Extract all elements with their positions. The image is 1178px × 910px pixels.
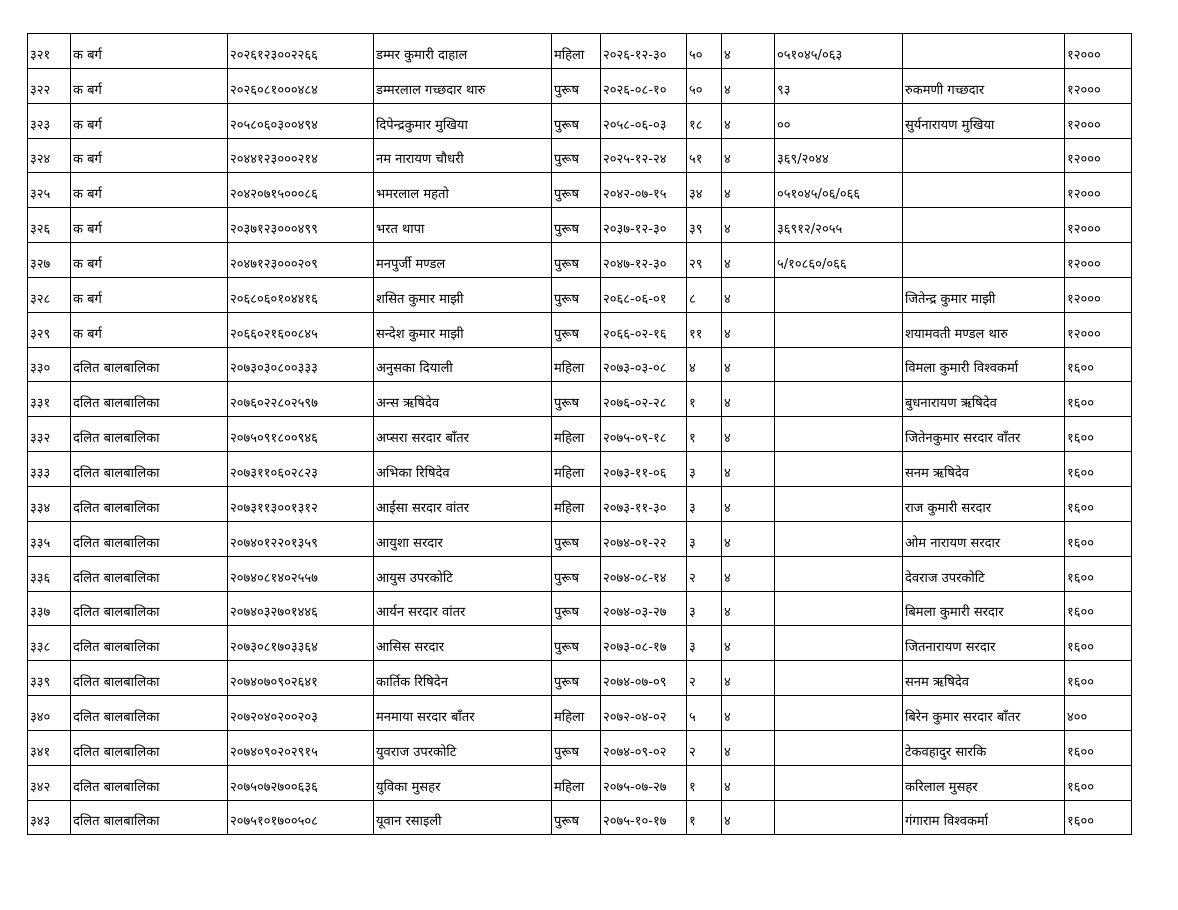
age-cell: ४ <box>687 347 722 382</box>
gender-cell: पुरूष <box>552 591 601 626</box>
serial-number-cell: ३४२ <box>28 765 71 800</box>
certificate-number-cell: ५/१०८६०/०६६ <box>775 243 903 278</box>
record-id-cell: २०७५०९१८००९४६ <box>228 417 374 452</box>
age-cell: ३ <box>687 452 722 487</box>
serial-number-cell: ३३७ <box>28 591 71 626</box>
ward-cell: ४ <box>722 138 775 173</box>
table-row <box>28 417 1132 452</box>
gender-cell: महिला <box>552 34 601 69</box>
guardian-name-cell: टेकवहादुर सारकि <box>903 730 1065 765</box>
ward-cell: ४ <box>722 103 775 138</box>
amount-cell: १६०० <box>1065 556 1132 591</box>
record-id-cell: २०७२०४०२००२०३ <box>228 696 374 731</box>
gender-cell: पुरूष <box>552 173 601 208</box>
record-id-cell: २०७४०९०२०२९१५ <box>228 730 374 765</box>
age-cell: ३ <box>687 591 722 626</box>
category-cell: दलित बालबालिका <box>71 591 228 626</box>
category-cell: दलित बालबालिका <box>71 556 228 591</box>
date-cell: २०७३-०३-०८ <box>601 347 687 382</box>
guardian-name-cell <box>903 173 1065 208</box>
ward-cell: ४ <box>722 765 775 800</box>
date-cell: २०२६-१२-३० <box>601 34 687 69</box>
amount-cell: १६०० <box>1065 591 1132 626</box>
age-cell: ३४ <box>687 173 722 208</box>
certificate-number-cell <box>775 347 903 382</box>
register-sheet <box>27 33 1131 835</box>
amount-cell: १६०० <box>1065 765 1132 800</box>
serial-number-cell: ३२१ <box>28 34 71 69</box>
table-row <box>28 277 1132 312</box>
ward-cell: ४ <box>722 696 775 731</box>
guardian-name-cell: राज कुमारी सरदार <box>903 486 1065 521</box>
name-cell: यूवान रसाइली <box>374 800 552 835</box>
category-cell: क बर्ग <box>71 312 228 347</box>
category-cell: दलित बालबालिका <box>71 382 228 417</box>
age-cell: १८ <box>687 103 722 138</box>
age-cell: ५० <box>687 34 722 69</box>
guardian-name-cell <box>903 243 1065 278</box>
date-cell: २०७३-११-०६ <box>601 452 687 487</box>
ward-cell: ४ <box>722 173 775 208</box>
gender-cell: पुरूष <box>552 730 601 765</box>
name-cell: आयुस उपरकोटि <box>374 556 552 591</box>
certificate-number-cell <box>775 661 903 696</box>
serial-number-cell: ३२७ <box>28 243 71 278</box>
name-cell: आसिस सरदार <box>374 626 552 661</box>
guardian-name-cell <box>903 208 1065 243</box>
category-cell: दलित बालबालिका <box>71 452 228 487</box>
certificate-number-cell <box>775 521 903 556</box>
name-cell: भरत थापा <box>374 208 552 243</box>
amount-cell: १२००० <box>1065 103 1132 138</box>
guardian-name-cell: बुधनारायण ऋषिदेव <box>903 382 1065 417</box>
name-cell: युविका मुसहर <box>374 765 552 800</box>
serial-number-cell: ३३३ <box>28 452 71 487</box>
table-row <box>28 34 1132 69</box>
amount-cell: १६०० <box>1065 521 1132 556</box>
serial-number-cell: ३३९ <box>28 661 71 696</box>
gender-cell: महिला <box>552 696 601 731</box>
date-cell: २०२५-१२-२४ <box>601 138 687 173</box>
guardian-name-cell: जितनारायण सरदार <box>903 626 1065 661</box>
record-id-cell: २०७५१०१७००५०८ <box>228 800 374 835</box>
ward-cell: ४ <box>722 452 775 487</box>
age-cell: १ <box>687 417 722 452</box>
ward-cell: ४ <box>722 591 775 626</box>
record-id-cell: २०७४०८१४०२५५७ <box>228 556 374 591</box>
name-cell: आईसा सरदार वांतर <box>374 486 552 521</box>
amount-cell: १६०० <box>1065 417 1132 452</box>
certificate-number-cell: ०० <box>775 103 903 138</box>
name-cell: नम नारायण चौधरी <box>374 138 552 173</box>
amount-cell: १६०० <box>1065 347 1132 382</box>
record-id-cell: २०६८०६०१०४४१६ <box>228 277 374 312</box>
certificate-number-cell <box>775 626 903 661</box>
date-cell: २०७४-०९-०२ <box>601 730 687 765</box>
table-row <box>28 765 1132 800</box>
name-cell: अप्सरा सरदार बाँतर <box>374 417 552 452</box>
table-row <box>28 138 1132 173</box>
age-cell: २ <box>687 556 722 591</box>
certificate-number-cell: ९३ <box>775 68 903 103</box>
ward-cell: ४ <box>722 347 775 382</box>
age-cell: २ <box>687 730 722 765</box>
amount-cell: १२००० <box>1065 173 1132 208</box>
guardian-name-cell: सुर्यनारायण मुखिया <box>903 103 1065 138</box>
category-cell: दलित बालबालिका <box>71 417 228 452</box>
category-cell: दलित बालबालिका <box>71 730 228 765</box>
certificate-number-cell <box>775 800 903 835</box>
date-cell: २०७४-०८-१४ <box>601 556 687 591</box>
date-cell: २०७५-१०-१७ <box>601 800 687 835</box>
guardian-name-cell <box>903 138 1065 173</box>
serial-number-cell: ३२६ <box>28 208 71 243</box>
amount-cell: १६०० <box>1065 800 1132 835</box>
serial-number-cell: ३२५ <box>28 173 71 208</box>
record-id-cell: २०७५०७२७००६३६ <box>228 765 374 800</box>
ward-cell: ४ <box>722 277 775 312</box>
record-id-cell: २०७३११०६०२८२३ <box>228 452 374 487</box>
gender-cell: महिला <box>552 452 601 487</box>
age-cell: १ <box>687 800 722 835</box>
gender-cell: पुरूष <box>552 138 601 173</box>
table-row <box>28 626 1132 661</box>
certificate-number-cell <box>775 591 903 626</box>
category-cell: दलित बालबालिका <box>71 696 228 731</box>
age-cell: ५० <box>687 68 722 103</box>
age-cell: २९ <box>687 243 722 278</box>
amount-cell: १६०० <box>1065 382 1132 417</box>
table-row <box>28 521 1132 556</box>
gender-cell: पुरूष <box>552 800 601 835</box>
amount-cell: १२००० <box>1065 138 1132 173</box>
date-cell: २०७३-११-३० <box>601 486 687 521</box>
name-cell: अनुसका दियाली <box>374 347 552 382</box>
ward-cell: ४ <box>722 68 775 103</box>
gender-cell: पुरूष <box>552 382 601 417</box>
ward-cell: ४ <box>722 626 775 661</box>
age-cell: १ <box>687 382 722 417</box>
guardian-name-cell: सनम ऋषिदेव <box>903 452 1065 487</box>
name-cell: सन्देश कुमार माझी <box>374 312 552 347</box>
table-row <box>28 800 1132 835</box>
date-cell: २०७२-०४-०२ <box>601 696 687 731</box>
gender-cell: पुरूष <box>552 521 601 556</box>
age-cell: १ <box>687 765 722 800</box>
amount-cell: १२००० <box>1065 277 1132 312</box>
serial-number-cell: ३४३ <box>28 800 71 835</box>
ward-cell: ४ <box>722 486 775 521</box>
table-body <box>28 34 1132 835</box>
table-row <box>28 382 1132 417</box>
certificate-number-cell <box>775 382 903 417</box>
name-cell: दिपेन्द्रकुमार मुखिया <box>374 103 552 138</box>
table-row <box>28 556 1132 591</box>
amount-cell: १२००० <box>1065 208 1132 243</box>
gender-cell: महिला <box>552 417 601 452</box>
amount-cell: १६०० <box>1065 452 1132 487</box>
name-cell: शसित कुमार माझी <box>374 277 552 312</box>
amount-cell: १२००० <box>1065 34 1132 69</box>
ward-cell: ४ <box>722 556 775 591</box>
guardian-name-cell: बिमला कुमारी सरदार <box>903 591 1065 626</box>
guardian-name-cell: बिरेन कुमार सरदार बाँतर <box>903 696 1065 731</box>
category-cell: दलित बालबालिका <box>71 347 228 382</box>
gender-cell: पुरूष <box>552 556 601 591</box>
date-cell: २०७३-०८-१७ <box>601 626 687 661</box>
serial-number-cell: ३३० <box>28 347 71 382</box>
age-cell: ३ <box>687 486 722 521</box>
name-cell: आर्यन सरदार वांतर <box>374 591 552 626</box>
gender-cell: पुरूष <box>552 277 601 312</box>
amount-cell: १२००० <box>1065 312 1132 347</box>
category-cell: क बर्ग <box>71 34 228 69</box>
amount-cell: १६०० <box>1065 730 1132 765</box>
date-cell: २०३७-१२-३० <box>601 208 687 243</box>
record-id-cell: २०७४०१२२०१३५९ <box>228 521 374 556</box>
serial-number-cell: ३३२ <box>28 417 71 452</box>
ward-cell: ४ <box>722 312 775 347</box>
record-id-cell: २०६६०२१६००८४५ <box>228 312 374 347</box>
name-cell: युवराज उपरकोटि <box>374 730 552 765</box>
record-id-cell: २०७४०३२७०१४४६ <box>228 591 374 626</box>
name-cell: मनमाया सरदार बाँतर <box>374 696 552 731</box>
record-id-cell: २०५८०६०३००४९४ <box>228 103 374 138</box>
ward-cell: ४ <box>722 417 775 452</box>
certificate-number-cell <box>775 277 903 312</box>
guardian-name-cell: सनम ऋषिदेव <box>903 661 1065 696</box>
amount-cell: १२००० <box>1065 243 1132 278</box>
gender-cell: पुरूष <box>552 68 601 103</box>
record-id-cell: २०३७१२३०००४९९ <box>228 208 374 243</box>
serial-number-cell: ३४० <box>28 696 71 731</box>
table-row <box>28 347 1132 382</box>
ward-cell: ४ <box>722 382 775 417</box>
age-cell: ८ <box>687 277 722 312</box>
date-cell: २०७५-०७-२७ <box>601 765 687 800</box>
serial-number-cell: ३२९ <box>28 312 71 347</box>
age-cell: २ <box>687 661 722 696</box>
certificate-number-cell <box>775 417 903 452</box>
gender-cell: पुरूष <box>552 208 601 243</box>
age-cell: ३ <box>687 626 722 661</box>
serial-number-cell: ३३६ <box>28 556 71 591</box>
certificate-number-cell <box>775 696 903 731</box>
table-row <box>28 661 1132 696</box>
table-row <box>28 730 1132 765</box>
table-row <box>28 103 1132 138</box>
table-row <box>28 486 1132 521</box>
date-cell: २०७४-०७-०९ <box>601 661 687 696</box>
date-cell: २०७४-०३-२७ <box>601 591 687 626</box>
ward-cell: ४ <box>722 661 775 696</box>
serial-number-cell: ३२८ <box>28 277 71 312</box>
category-cell: क बर्ग <box>71 138 228 173</box>
beneficiary-table <box>27 33 1132 835</box>
table-row <box>28 312 1132 347</box>
record-id-cell: २०७४०७०९०२६४१ <box>228 661 374 696</box>
date-cell: २०४७-१२-३० <box>601 243 687 278</box>
guardian-name-cell: जितेनकुमार सरदार वाँतर <box>903 417 1065 452</box>
amount-cell: ४०० <box>1065 696 1132 731</box>
table-row <box>28 173 1132 208</box>
certificate-number-cell <box>775 556 903 591</box>
ward-cell: ४ <box>722 521 775 556</box>
certificate-number-cell <box>775 730 903 765</box>
record-id-cell: २०४७१२३०००२०९ <box>228 243 374 278</box>
ward-cell: ४ <box>722 208 775 243</box>
category-cell: दलित बालबालिका <box>71 486 228 521</box>
date-cell: २०७४-०१-२२ <box>601 521 687 556</box>
gender-cell: पुरूष <box>552 103 601 138</box>
gender-cell: पुरूष <box>552 312 601 347</box>
certificate-number-cell: ०५१०४५/०६३ <box>775 34 903 69</box>
gender-cell: पुरूष <box>552 243 601 278</box>
date-cell: २०४२-०७-१५ <box>601 173 687 208</box>
name-cell: आयुशा सरदार <box>374 521 552 556</box>
date-cell: २०२६-०८-१० <box>601 68 687 103</box>
serial-number-cell: ३२४ <box>28 138 71 173</box>
age-cell: ३९ <box>687 208 722 243</box>
ward-cell: ४ <box>722 243 775 278</box>
guardian-name-cell: शयामवती मण्डल थारु <box>903 312 1065 347</box>
gender-cell: महिला <box>552 347 601 382</box>
category-cell: क बर्ग <box>71 277 228 312</box>
table-row <box>28 68 1132 103</box>
guardian-name-cell: गंगाराम विश्वकर्मा <box>903 800 1065 835</box>
date-cell: २०७५-०९-१८ <box>601 417 687 452</box>
certificate-number-cell <box>775 312 903 347</box>
category-cell: क बर्ग <box>71 243 228 278</box>
amount-cell: १६०० <box>1065 626 1132 661</box>
name-cell: भमरलाल महतो <box>374 173 552 208</box>
certificate-number-cell: ३६९१२/२०५५ <box>775 208 903 243</box>
record-id-cell: २०७६०२२८०२५९७ <box>228 382 374 417</box>
guardian-name-cell: करिलाल मुसहर <box>903 765 1065 800</box>
table-row <box>28 591 1132 626</box>
category-cell: क बर्ग <box>71 208 228 243</box>
serial-number-cell: ३३४ <box>28 486 71 521</box>
amount-cell: १६०० <box>1065 486 1132 521</box>
record-id-cell: २०२६०८१०००४८४ <box>228 68 374 103</box>
serial-number-cell: ३३५ <box>28 521 71 556</box>
amount-cell: १६०० <box>1065 661 1132 696</box>
gender-cell: महिला <box>552 486 601 521</box>
record-id-cell: २०७३०३०८००३३३ <box>228 347 374 382</box>
age-cell: ११ <box>687 312 722 347</box>
serial-number-cell: ३२२ <box>28 68 71 103</box>
name-cell: डम्मर कुमारी दाहाल <box>374 34 552 69</box>
gender-cell: महिला <box>552 765 601 800</box>
name-cell: अन्स ऋषिदेव <box>374 382 552 417</box>
name-cell: मनपुर्जी मण्डल <box>374 243 552 278</box>
table-row <box>28 696 1132 731</box>
ward-cell: ४ <box>722 800 775 835</box>
certificate-number-cell <box>775 486 903 521</box>
age-cell: ५१ <box>687 138 722 173</box>
record-id-cell: २०७३०८१७०३३६४ <box>228 626 374 661</box>
category-cell: दलित बालबालिका <box>71 626 228 661</box>
category-cell: दलित बालबालिका <box>71 521 228 556</box>
guardian-name-cell: विमला कुमारी विश्वकर्मा <box>903 347 1065 382</box>
category-cell: क बर्ग <box>71 68 228 103</box>
record-id-cell: २०४२०७१५०००८६ <box>228 173 374 208</box>
category-cell: दलित बालबालिका <box>71 661 228 696</box>
guardian-name-cell: ओम नारायण सरदार <box>903 521 1065 556</box>
certificate-number-cell: ३६९/२०४४ <box>775 138 903 173</box>
ward-cell: ४ <box>722 34 775 69</box>
ward-cell: ४ <box>722 730 775 765</box>
table-row <box>28 208 1132 243</box>
certificate-number-cell <box>775 765 903 800</box>
amount-cell: १२००० <box>1065 68 1132 103</box>
certificate-number-cell: ०५१०४५/०६/०६६ <box>775 173 903 208</box>
date-cell: २०६८-०६-०१ <box>601 277 687 312</box>
guardian-name-cell: जितेन्द्र कुमार माझी <box>903 277 1065 312</box>
serial-number-cell: ३४१ <box>28 730 71 765</box>
guardian-name-cell: देवराज उपरकोटि <box>903 556 1065 591</box>
age-cell: ५ <box>687 696 722 731</box>
table-row <box>28 452 1132 487</box>
category-cell: क बर्ग <box>71 103 228 138</box>
gender-cell: पुरूष <box>552 661 601 696</box>
age-cell: ३ <box>687 521 722 556</box>
serial-number-cell: ३३१ <box>28 382 71 417</box>
category-cell: क बर्ग <box>71 173 228 208</box>
date-cell: २०६६-०२-१६ <box>601 312 687 347</box>
category-cell: दलित बालबालिका <box>71 800 228 835</box>
guardian-name-cell <box>903 34 1065 69</box>
record-id-cell: २०२६१२३००२२६६ <box>228 34 374 69</box>
date-cell: २०७६-०२-२८ <box>601 382 687 417</box>
name-cell: अभिका रिषिदेव <box>374 452 552 487</box>
guardian-name-cell: रुकमणी गच्छदार <box>903 68 1065 103</box>
record-id-cell: २०४४१२३०००२१४ <box>228 138 374 173</box>
table-row <box>28 243 1132 278</box>
name-cell: कार्तिक रिषिदेन <box>374 661 552 696</box>
category-cell: दलित बालबालिका <box>71 765 228 800</box>
gender-cell: पुरूष <box>552 626 601 661</box>
certificate-number-cell <box>775 452 903 487</box>
name-cell: डम्मरलाल गच्छदार थारु <box>374 68 552 103</box>
record-id-cell: २०७३११३००१३१२ <box>228 486 374 521</box>
serial-number-cell: ३२३ <box>28 103 71 138</box>
date-cell: २०५८-०६-०३ <box>601 103 687 138</box>
serial-number-cell: ३३८ <box>28 626 71 661</box>
